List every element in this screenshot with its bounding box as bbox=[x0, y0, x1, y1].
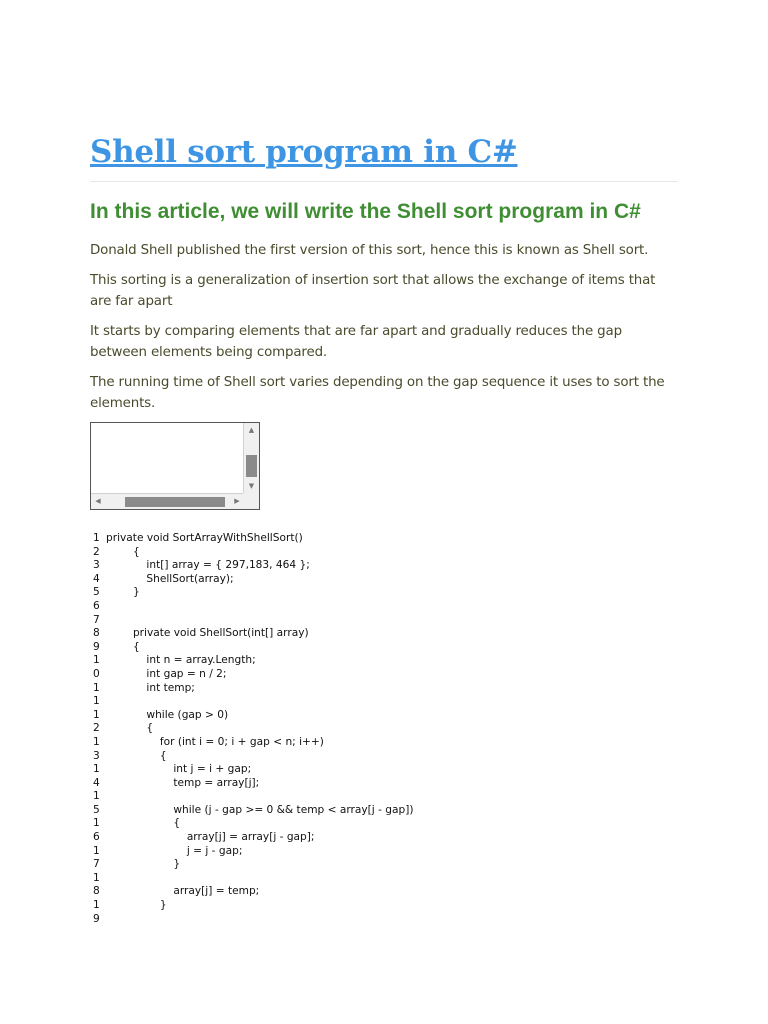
code-line bbox=[93, 586, 693, 600]
code-line bbox=[93, 913, 693, 927]
code-line bbox=[93, 559, 693, 573]
code-text: } bbox=[106, 586, 140, 599]
vertical-scrollbar[interactable] bbox=[243, 423, 259, 493]
code-text: int[] array = { 297,183, 464 }; bbox=[106, 559, 310, 572]
code-text: } bbox=[106, 899, 167, 912]
paragraph-1: Donald Shell published the first version of this sort, hence this is known as Shell sort. bbox=[90, 243, 649, 258]
line-number: 1 bbox=[93, 899, 100, 912]
line-number: 4 bbox=[93, 776, 100, 789]
code-line bbox=[93, 627, 693, 641]
code-text: for (int i = 0; i + gap < n; i++) bbox=[106, 735, 324, 748]
code-text: int gap = n / 2; bbox=[106, 667, 227, 680]
embedded-frame[interactable] bbox=[90, 422, 260, 510]
code-text: ShellSort(array); bbox=[106, 572, 234, 585]
code-line bbox=[93, 790, 693, 804]
code-text: int temp; bbox=[106, 681, 195, 694]
code-line bbox=[93, 804, 693, 818]
code-text: int n = array.Length; bbox=[106, 654, 256, 667]
code-text: { bbox=[106, 749, 167, 762]
line-number: 1 bbox=[93, 681, 100, 694]
article-title-link[interactable]: Shell sort program in C# bbox=[90, 134, 518, 170]
code-line bbox=[93, 546, 693, 560]
line-number: 6 bbox=[93, 831, 100, 844]
arrow-right-icon[interactable]: ▶ bbox=[234, 497, 240, 505]
code-text: int j = i + gap; bbox=[106, 763, 252, 776]
code-text: array[j] = array[j - gap]; bbox=[106, 831, 315, 844]
title-divider bbox=[90, 181, 678, 182]
code-line bbox=[93, 763, 693, 777]
code-line bbox=[93, 695, 693, 709]
code-text: private void ShellSort(int[] array) bbox=[106, 627, 309, 640]
code-line bbox=[93, 722, 693, 736]
line-number: 7 bbox=[93, 858, 100, 871]
paragraph-2: This sorting is a generalization of insertion sort that allows the exchange of items that are far apart bbox=[90, 273, 656, 309]
code-text: while (j - gap >= 0 && temp < array[j - gap]) bbox=[106, 803, 414, 816]
code-line bbox=[93, 573, 693, 587]
arrow-left-icon[interactable]: ◀ bbox=[95, 497, 101, 505]
code-line bbox=[93, 817, 693, 831]
horizontal-scroll-thumb[interactable] bbox=[125, 497, 225, 507]
line-number: 1 bbox=[93, 735, 100, 748]
paragraph-3: It starts by comparing elements that are far apart and gradually reduces the gap between elements being compared. bbox=[90, 324, 622, 360]
line-number: 3 bbox=[93, 559, 100, 572]
code-line bbox=[93, 668, 693, 682]
line-number: 1 bbox=[93, 871, 100, 884]
code-line bbox=[93, 899, 693, 913]
code-text: { bbox=[106, 640, 140, 653]
code-line bbox=[93, 750, 693, 764]
code-line bbox=[93, 777, 693, 791]
line-number: 4 bbox=[93, 572, 100, 585]
code-line bbox=[93, 654, 693, 668]
line-number: 8 bbox=[93, 627, 100, 640]
code-line bbox=[93, 872, 693, 886]
code-line bbox=[93, 885, 693, 899]
code-line bbox=[93, 709, 693, 723]
line-number: 1 bbox=[93, 844, 100, 857]
code-line bbox=[93, 831, 693, 845]
line-number: 2 bbox=[93, 722, 100, 735]
line-number: 5 bbox=[93, 803, 100, 816]
code-listing bbox=[93, 532, 693, 926]
code-text: { bbox=[106, 545, 140, 558]
code-text: while (gap > 0) bbox=[106, 708, 229, 721]
code-line bbox=[93, 682, 693, 696]
line-number: 1 bbox=[93, 763, 100, 776]
code-text: j = j - gap; bbox=[106, 844, 243, 857]
code-line bbox=[93, 600, 693, 614]
horizontal-scrollbar[interactable] bbox=[91, 493, 244, 509]
code-text: } bbox=[106, 858, 181, 871]
line-number: 8 bbox=[93, 885, 100, 898]
vertical-scroll-thumb[interactable] bbox=[246, 455, 257, 477]
line-number: 3 bbox=[93, 749, 100, 762]
line-number: 2 bbox=[93, 545, 100, 558]
code-text: temp = array[j]; bbox=[106, 776, 260, 789]
code-text: { bbox=[106, 817, 181, 830]
line-number: 1 bbox=[93, 532, 100, 544]
line-number: 1 bbox=[93, 654, 100, 667]
line-number: 0 bbox=[93, 667, 100, 680]
code-text: { bbox=[106, 722, 154, 735]
code-line bbox=[93, 641, 693, 655]
line-number: 9 bbox=[93, 640, 100, 653]
paragraph-4: The running time of Shell sort varies depending on the gap sequence it uses to sort the elements. bbox=[90, 375, 665, 411]
code-line bbox=[93, 736, 693, 750]
arrow-down-icon[interactable]: ▼ bbox=[248, 482, 255, 490]
arrow-up-icon[interactable]: ▲ bbox=[248, 426, 255, 434]
code-text: private void SortArrayWithShellSort() bbox=[106, 532, 303, 544]
line-number: 1 bbox=[93, 817, 100, 830]
line-number: 1 bbox=[93, 790, 100, 803]
code-line bbox=[93, 858, 693, 872]
line-number: 7 bbox=[93, 613, 100, 626]
code-line bbox=[93, 532, 693, 546]
line-number: 6 bbox=[93, 599, 100, 612]
line-number: 5 bbox=[93, 586, 100, 599]
article-subtitle: In this article, we will write the Shell sort program in C# bbox=[90, 200, 641, 223]
code-line bbox=[93, 614, 693, 628]
code-text: array[j] = temp; bbox=[106, 885, 260, 898]
line-number: 1 bbox=[93, 708, 100, 721]
code-line bbox=[93, 845, 693, 859]
line-number: 1 bbox=[93, 695, 100, 708]
line-number: 9 bbox=[93, 912, 100, 925]
scrollbar-corner bbox=[243, 493, 259, 509]
